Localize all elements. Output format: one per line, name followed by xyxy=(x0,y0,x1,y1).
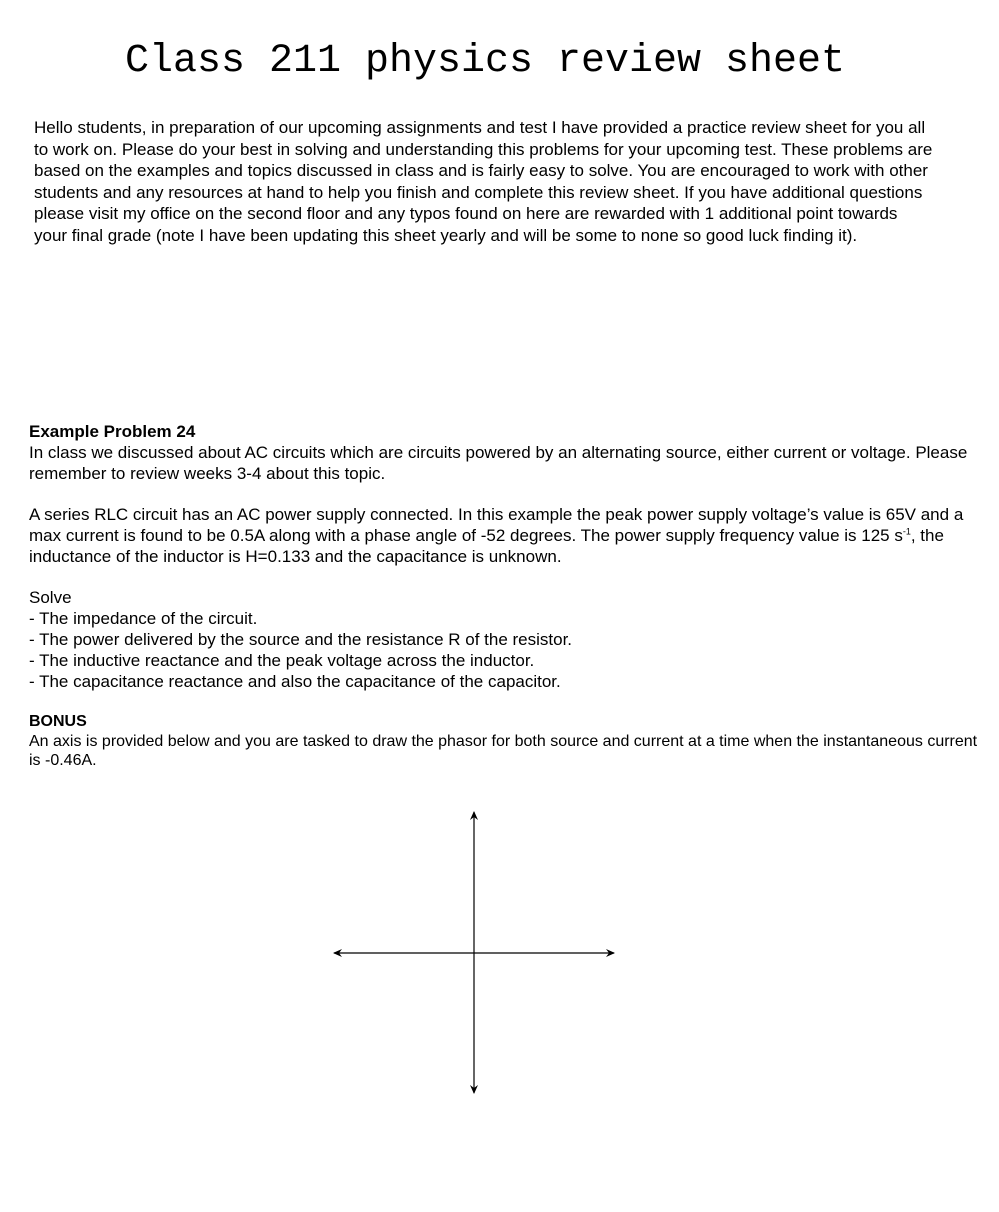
spacer xyxy=(29,692,984,712)
solve-list xyxy=(29,608,984,692)
problem-statement xyxy=(29,504,984,567)
problem-context: In class we discussed about AC circuits which are circuits powered by an alternating source, either current or voltage. Please remember to review weeks 3-4 about this topic. xyxy=(29,443,968,483)
problem-heading: Example Problem 24 xyxy=(29,422,196,441)
spacer xyxy=(29,567,984,587)
bonus-text: An axis is provided below and you are tasked to draw the phasor for both source and current at a time when the instantaneous current is -0.46A. xyxy=(29,733,978,769)
statement-superscript: -1 xyxy=(902,526,911,537)
problem-section xyxy=(29,421,984,770)
solve-item-inductive: - The inductive reactance and the peak voltage across the inductor. xyxy=(29,651,535,670)
statement-part-1: A series RLC circuit has an AC power supply connected. In this example the peak power supply voltage’s value is 65V and a max current is found to be 0.5A along with a phase angle of -52 degrees. The power supply frequency value is 125 s xyxy=(29,505,964,545)
solve-item-power: - The power delivered by the source and the resistance R of the resistor. xyxy=(29,630,573,649)
spacer xyxy=(29,484,984,504)
solve-item-impedance: - The impedance of the circuit. xyxy=(29,609,258,628)
phasor-axes xyxy=(325,805,625,1100)
statement-part-2: , the inductance of the inductor is H=0.133 and the capacitance is unknown. xyxy=(29,526,944,566)
solve-label: Solve xyxy=(29,588,72,607)
intro-paragraph: Hello students, in preparation of our upcoming assignments and test I have provided a practice review sheet for you all to work on. Please do your best in solving and understanding this problems for your upcoming test. These problems are based on the examples and topics discussed in class and is fairly easy to solve. You are encouraged to work with other students and any resources at hand to help you finish and complete this review sheet. If you have additional questions please visit my office on the second floor and any typos found on here are rewarded with 1 additional point towards your final grade (note I have been updating this sheet yearly and will be some to none so good luck finding it). xyxy=(34,118,933,245)
page-title: Class 211 physics review sheet xyxy=(124,39,846,84)
solve-item-capacitance: - The capacitance reactance and also the capacitance of the capacitor. xyxy=(29,672,561,691)
bonus-heading: BONUS xyxy=(29,713,87,730)
